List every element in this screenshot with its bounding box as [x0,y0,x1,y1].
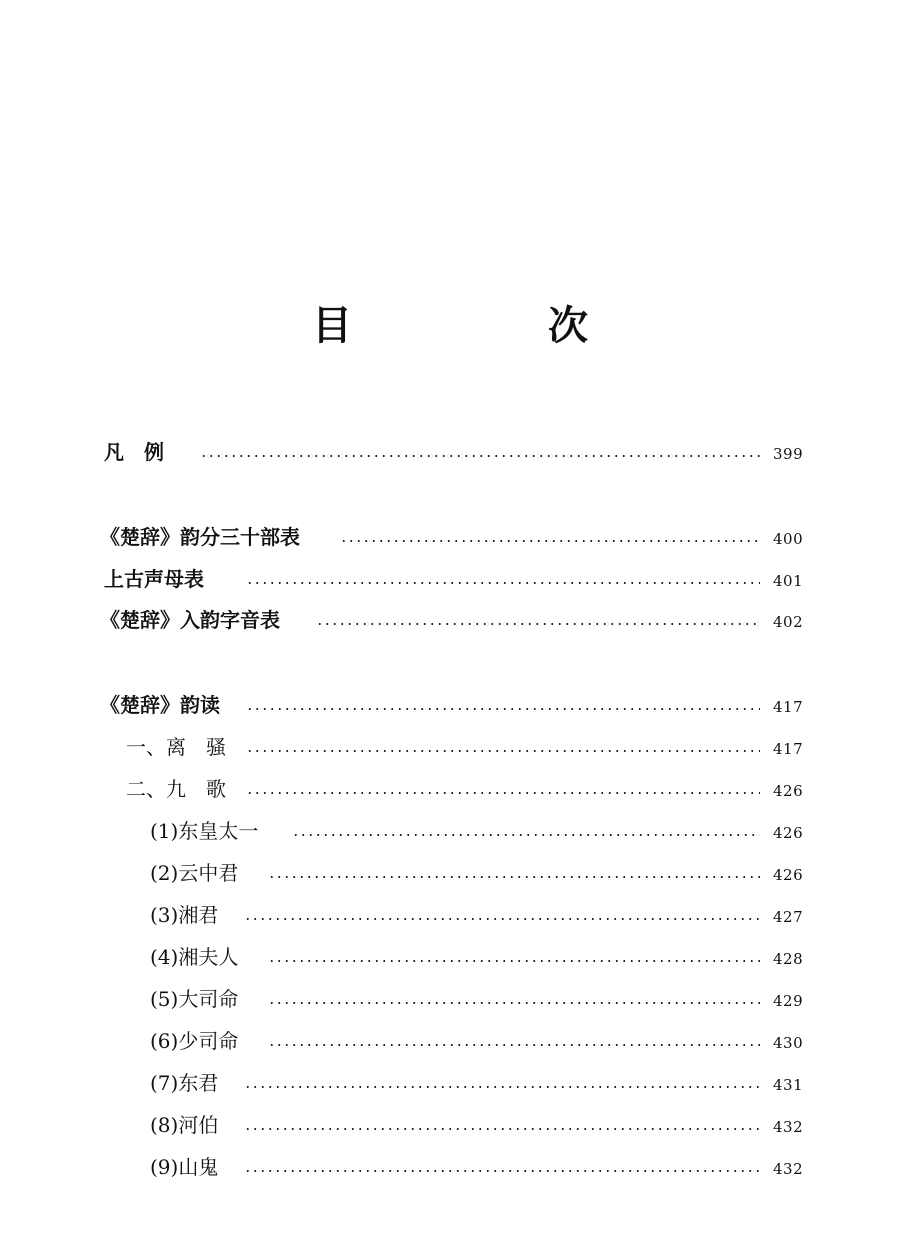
toc-entry-page: 417 [773,740,804,758]
toc-entry-page: 429 [773,992,804,1010]
toc-entry-dongjun[interactable] [0,1068,900,1098]
toc-entry-shengmu[interactable] [0,564,900,594]
toc-leader-dots [244,1086,760,1088]
toc-leader-dots [246,750,760,752]
toc-leader-dots [246,582,760,584]
toc-entry-page: 402 [773,613,804,631]
toc-entry-page: 401 [773,572,804,590]
toc-entry-label: (6)少司命 [150,1029,239,1053]
toc-entry-fanli[interactable] [0,437,900,467]
toc-entry-label: 《楚辞》入韵字音表 [100,608,280,632]
toc-entry-page: 417 [773,698,804,716]
toc-entry-label: 一、离 骚 [126,735,226,759]
toc-entry-page: 428 [773,950,804,968]
toc-entry-shangui[interactable] [0,1152,900,1182]
toc-leader-dots [292,834,760,836]
toc-entry-label: (8)河伯 [150,1113,219,1137]
toc-entry-page: 430 [773,1034,804,1052]
toc-entry-yunzhongjun[interactable] [0,858,900,888]
toc-entry-page: 426 [773,782,804,800]
toc-entry-page: 427 [773,908,804,926]
toc-entry-label: (5)大司命 [150,987,239,1011]
toc-leader-dots [244,1128,760,1130]
toc-entry-lisao[interactable] [0,732,900,762]
toc-entry-page: 400 [773,530,804,548]
toc-leader-dots [268,960,760,962]
toc-entry-page: 426 [773,866,804,884]
toc-leader-dots [268,1044,760,1046]
page-title: 目 次 [312,302,666,349]
toc-leader-dots [246,792,760,794]
toc-entry-donghuangtaiyi[interactable] [0,816,900,846]
toc-entry-label: 凡 例 [104,440,164,464]
toc-entry-page: 432 [773,1160,804,1178]
toc-leader-dots [268,1002,760,1004]
toc-leader-dots [268,876,760,878]
toc-leader-dots [244,1170,760,1172]
toc-entry-yunfen[interactable] [0,522,900,552]
toc-leader-dots [316,623,760,625]
toc-entry-shaosiming[interactable] [0,1026,900,1056]
toc-entry-label: 《楚辞》韵读 [100,693,220,717]
toc-entry-page: 431 [773,1076,804,1094]
toc-entry-ruyunzi[interactable] [0,605,900,635]
toc-entry-label: (4)湘夫人 [150,945,239,969]
toc-entry-label: (7)东君 [150,1071,219,1095]
toc-entry-jiuge[interactable] [0,774,900,804]
toc-entry-label: (3)湘君 [150,903,219,927]
toc-entry-page: 399 [773,445,804,463]
toc-leader-dots [340,540,760,542]
toc-leader-dots [244,918,760,920]
toc-leader-dots [200,455,760,457]
toc-entry-yundu[interactable] [0,690,900,720]
toc-entry-label: (1)东皇太一 [150,819,259,843]
toc-entry-label: 二、九 歌 [126,777,226,801]
toc-entry-page: 432 [773,1118,804,1136]
toc-entry-label: (2)云中君 [150,861,239,885]
toc-leader-dots [246,708,760,710]
toc-entry-label: 《楚辞》韵分三十部表 [100,525,300,549]
toc-entry-dasiming[interactable] [0,984,900,1014]
toc-entry-hebo[interactable] [0,1110,900,1140]
toc-entry-page: 426 [773,824,804,842]
toc-entry-xiangjun[interactable] [0,900,900,930]
toc-entry-xiangfuren[interactable] [0,942,900,972]
toc-entry-label: (9)山鬼 [150,1155,219,1179]
toc-entry-label: 上古声母表 [104,567,204,591]
